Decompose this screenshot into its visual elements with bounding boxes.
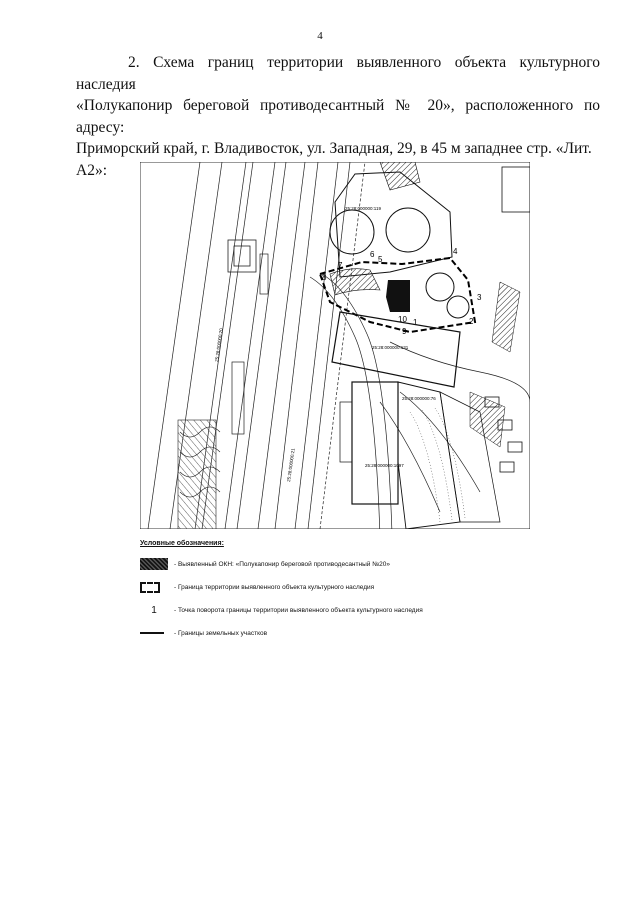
heading-line-3: Приморский край, г. Владивосток, ул. Западная, 29, в 45 м западнее стр. «Лит. — [76, 140, 592, 157]
svg-text:10: 10 — [398, 315, 407, 324]
legend-text-boundary: - Граница территории выявленного объекта культурного наследия — [174, 583, 375, 591]
dashed-border-icon — [140, 582, 160, 593]
legend-item-parcels — [140, 624, 540, 642]
svg-text:7: 7 — [338, 261, 343, 270]
shoreline-strip — [178, 420, 220, 529]
legend-item-okn — [140, 555, 540, 573]
cadastral-label-76: 25:28:000000:76 — [402, 396, 436, 401]
svg-text:5: 5 — [378, 255, 383, 264]
legend-item-boundary — [140, 578, 540, 596]
svg-text:1: 1 — [413, 318, 418, 327]
page-number: 4 — [317, 30, 323, 42]
legend-text-okn: - Выявленный ОКН: «Полукапонир береговой противодесантный №20» — [174, 560, 391, 568]
point-number-symbol: 1 — [151, 604, 157, 616]
heading-line-1: 2. Схема границ территории выявленного объекта культурного наследия — [76, 54, 600, 93]
okn-object — [386, 280, 410, 312]
legend-text-point: - Точка поворота границы территории выявленного объекта культурного наследия — [174, 606, 423, 614]
legend-text-parcels: - Границы земельных участков — [174, 629, 268, 637]
legend-item-point — [140, 601, 540, 619]
cadastral-label-21: 25:28:000000:21 — [286, 447, 296, 483]
cadastral-label-20: 25:28:000000:20 — [214, 327, 224, 363]
svg-text:8: 8 — [322, 273, 327, 282]
svg-text:6: 6 — [370, 250, 375, 259]
hatch-fill-icon — [140, 558, 168, 570]
heading-line-4: А2»: — [76, 161, 107, 179]
cadastral-label-1097: 25:28:000000:1097 — [365, 463, 404, 468]
svg-text:3: 3 — [477, 293, 482, 302]
boundary-map — [140, 162, 530, 529]
svg-text:2: 2 — [469, 317, 474, 326]
heading-line-2: «Полукапонир береговой противодесантный № 20», расположенного по адресу: — [76, 97, 600, 136]
legend — [140, 540, 540, 647]
svg-text:4: 4 — [453, 247, 458, 256]
legend-title: Условные обозначения: — [140, 540, 224, 547]
svg-text:9: 9 — [402, 327, 407, 336]
solid-line-icon — [140, 632, 164, 634]
cadastral-label-131: 25:28:000000:131 — [372, 345, 409, 350]
cadastral-label-119: 25:28:000000:119 — [345, 206, 381, 211]
